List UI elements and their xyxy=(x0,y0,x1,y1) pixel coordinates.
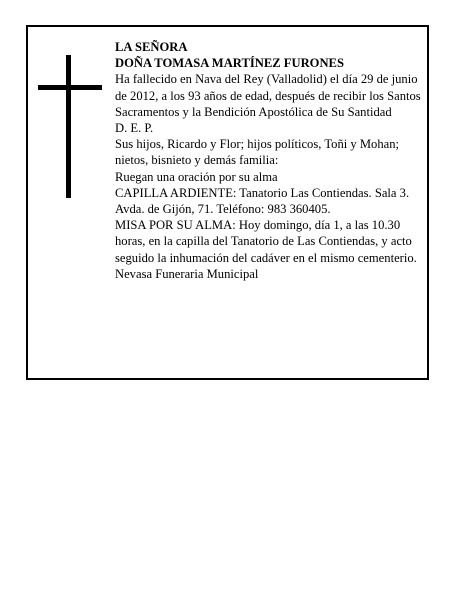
prayer-request: Ruegan una oración por su alma xyxy=(115,169,278,184)
cross-horizontal-bar xyxy=(38,85,102,90)
obituary-text xyxy=(115,39,427,282)
chapel-details: CAPILLA ARDIENTE: Tanatorio Las Contiendas. Sala 3. Avda. de Gijón, 71. Teléfono: 983 360405. xyxy=(115,185,410,217)
family-members: Sus hijos, Ricardo y Flor; hijos políticos, Toñi y Mohan; nietos, bisnieto y demás familia: xyxy=(115,137,400,168)
mass-details: MISA POR SU ALMA: Hoy domingo, día 1, a las 10.30 horas, en la capilla del Tanatorio de Las Contiendas, y acto seguido la inhumación del cadáver en el mismo cementerio. xyxy=(115,218,417,265)
latin-cross-icon xyxy=(38,55,102,198)
deceased-name: DOÑA TOMASA MARTÍNEZ FURONES xyxy=(115,56,344,71)
funeral-home: Nevasa Funeraria Municipal xyxy=(115,266,259,281)
notice-heading: LA SEÑORA xyxy=(115,40,188,54)
rest-in-peace: D. E. P. xyxy=(115,121,154,136)
cross-vertical-bar xyxy=(66,55,71,198)
obituary-notice xyxy=(26,25,429,380)
death-announcement: Ha fallecido en Nava del Rey (Valladolid) el día 29 de junio de 2012, a los 93 años de edad, después de recibir los Santos Sacramentos y la Bendición Apostólica de Su Santidad xyxy=(115,72,421,119)
